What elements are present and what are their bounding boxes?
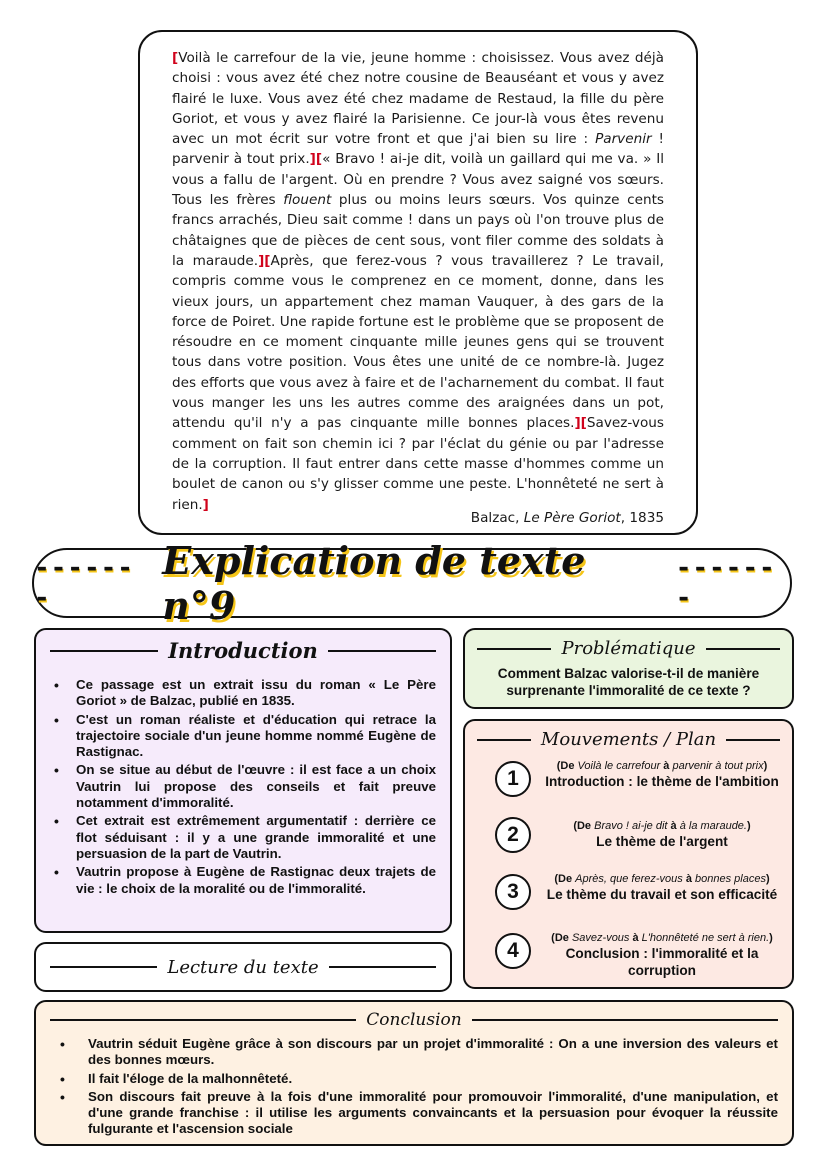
list-item: • Son discours fait preuve à la fois d'une immoralité pour promouvoir l'immoralité, d'une manipulation, et d'une grande franchise : il utilise les arguments convaincants et la persuasion pour évoquer la réussite fulgurante et l'ascension sociale	[50, 1089, 778, 1138]
bracket-split-icon: ][	[574, 415, 587, 432]
bracket-split-icon: ][	[309, 151, 323, 168]
movement-text	[537, 759, 787, 790]
heading-rule	[477, 739, 531, 741]
list-item: • Vautrin propose à Eugène de Rastignac deux trajets de vie : le choix de la moralité ou de l'immoralité.	[50, 864, 436, 897]
list-item: • Ce passage est un extrait issu du roman « Le Père Goriot » de Balzac, publié en 1835.	[50, 677, 436, 710]
bracket-open-icon: [	[172, 50, 179, 66]
ref-start: Bravo ! ai-je dit	[594, 820, 668, 832]
passage-segment-2a: « Bravo ! ai-je dit, voilà un gaillard qui me va. » Il vous a fallu de l'argent. Où en prendre ? Vous avez saigné vos sœurs. Tous les frères	[172, 151, 664, 209]
movement-ref	[537, 759, 787, 773]
passage-box	[138, 30, 698, 535]
passage-segment-1b: ! parvenir à tout prix.	[172, 131, 664, 168]
movement-number: 3	[495, 874, 531, 910]
ref-end: bonnes places	[695, 873, 766, 885]
passage-source	[471, 510, 664, 526]
conclusion-heading	[50, 1010, 778, 1030]
ref-prefix: (De	[554, 873, 576, 885]
conclusion-list	[50, 1036, 778, 1138]
conclusion-panel	[34, 1000, 794, 1146]
ref-suffix: )	[765, 873, 770, 885]
movement-title: Introduction : le thème de l'ambition	[545, 774, 779, 789]
bracket-split-icon: ][	[258, 252, 271, 269]
ref-start: Savez-vous	[571, 932, 630, 944]
introduction-heading	[50, 638, 436, 663]
source-title: Le Père Goriot	[523, 510, 621, 526]
title-dashes-right: -------	[675, 553, 776, 613]
title-dashes-left: -------	[34, 553, 134, 613]
problematique-text: Comment Balzac valorise-t-il de manière surprenante l'immoralité de ce texte ?	[497, 666, 760, 698]
ref-end: L'honnêteté ne sert à rien.	[641, 932, 770, 944]
movement-title: Conclusion : l'immoralité et la corruption	[565, 946, 759, 978]
ref-mid: à	[682, 873, 695, 885]
heading-rule	[477, 648, 551, 650]
list-item: • On se situe au début de l'œuvre : il est face a un choix Vautrin lui propose des conseils et fait preuve notamment d'immoralité.	[50, 762, 436, 811]
introduction-panel	[34, 628, 452, 933]
movement-text	[537, 819, 787, 850]
ref-prefix: (De	[573, 820, 595, 832]
list-item: • Cet extrait est extrêmement argumentatif : derrière ce flot séduisant : il y a une grande immoralité et une persuasion de la part de Vautrin.	[50, 813, 436, 862]
title-banner	[32, 538, 792, 628]
heading-rule	[726, 739, 780, 741]
heading-rule	[706, 648, 780, 650]
bracket-close-icon: ]	[202, 496, 209, 513]
problematique-heading-label: Problématique	[561, 638, 696, 659]
ref-prefix: (De	[551, 932, 572, 944]
movement-ref	[537, 931, 787, 945]
lecture-panel	[34, 942, 452, 992]
conclusion-heading-label: Conclusion	[366, 1010, 462, 1030]
heading-rule	[328, 650, 436, 652]
movement-text	[537, 872, 787, 903]
movement-ref	[537, 819, 787, 833]
problematique-panel	[463, 628, 794, 709]
lecture-heading	[50, 957, 436, 978]
ref-mid: à	[667, 820, 680, 832]
list-item: • Vautrin séduit Eugène grâce à son discours par un projet d'immoralité : On a une inversion des valeurs et des bonnes mœurs.	[50, 1036, 778, 1069]
source-year: , 1835	[620, 510, 664, 526]
ref-mid: à	[660, 760, 673, 772]
plan-heading	[477, 729, 780, 750]
movement-title: Le thème de l'argent	[596, 834, 728, 849]
source-author: Balzac,	[470, 510, 524, 526]
movement-title: Le thème du travail et son efficacité	[546, 887, 778, 902]
ref-end: parvenir à tout prix	[672, 760, 764, 772]
movement-number: 1	[495, 761, 531, 797]
heading-rule	[329, 966, 436, 968]
heading-rule	[50, 1019, 356, 1021]
movement-number: 4	[495, 933, 531, 969]
passage-segment-1a: Voilà le carrefour de la vie, jeune homme : choisissez. Vous avez déjà choisi : vous avez été chez notre cousine de Beauséant et vous y avez flairé le luxe. Vous avez été chez madame de Restaud, la fille du père Goriot, et vous y avez flairé la Parisienne. Ce jour-là vous êtes revenu avec un mot écrit sur votre front et que j'ai bien su lire :	[172, 50, 664, 148]
ref-start: Après, que ferez-vous	[575, 873, 683, 885]
passage-italic-parvenir: Parvenir	[595, 131, 652, 148]
ref-suffix: )	[746, 820, 751, 832]
introduction-list	[50, 677, 436, 897]
list-item: • Il fait l'éloge de la malhonnêteté.	[50, 1071, 778, 1087]
plan-panel	[463, 719, 794, 989]
heading-rule	[472, 1019, 778, 1021]
list-item: • C'est un roman réaliste et d'éducation qui retrace la trajectoire sociale d'un jeune homme nommé Eugène de Rastignac.	[50, 712, 436, 761]
ref-end: à la maraude.	[679, 820, 747, 832]
page-title: Explication de texte n°9	[162, 538, 586, 628]
lecture-heading-label: Lecture du texte	[167, 956, 319, 978]
movement-number: 2	[495, 817, 531, 853]
heading-rule	[50, 650, 158, 652]
ref-suffix: )	[763, 760, 768, 772]
ref-suffix: )	[769, 932, 773, 944]
movement-ref	[537, 872, 787, 886]
heading-rule	[50, 966, 157, 968]
passage-segment-3: Après, que ferez-vous ? vous travaillerez ? Le travail, compris comme vous le comprenez en ce moment, donne, dans les vieux jours, un appartement chez maman Vauquer, à des gars de la force de Poiret. Une rapide fortune est le problème que se proposent de résoudre en ce moment cinquante mille jeunes gens qui se trouvent tous dans votre position. Vous êtes une unité de ce nombre-là. Jugez des efforts que vous avez à faire et de l'acharnement du combat. Il faut vous manger les uns les autres comme des araignées dans un pot, attendu qu'il n'y a pas cinquante mille bonnes places.	[172, 252, 664, 432]
movement-text	[537, 931, 787, 979]
passage-text	[172, 48, 664, 515]
passage-italic-flouent: flouent	[283, 192, 332, 209]
ref-mid: à	[629, 932, 642, 944]
passage-segment-2b: plus ou moins leurs sœurs. Vos quinze cents francs arrachés, Dieu sait comme ! dans un pays où l'on trouve plus de châtaignes que de pièces de cent sous, vont filer comme des soldats à la maraude.	[172, 192, 664, 269]
introduction-heading-label: Introduction	[168, 638, 318, 663]
ref-start: Voilà le carrefour	[577, 760, 661, 772]
ref-prefix: (De	[556, 760, 578, 772]
passage-segment-4: Savez-vous comment on fait son chemin ici ? par l'éclat du génie ou par l'adresse de la corruption. Il faut entrer dans cette masse d'hommes comme un boulet de canon ou s'y glisser comme une peste. L'honnêteté ne sert à rien.	[172, 415, 664, 513]
problematique-heading	[477, 638, 780, 659]
plan-heading-label: Mouvements / Plan	[540, 729, 717, 750]
